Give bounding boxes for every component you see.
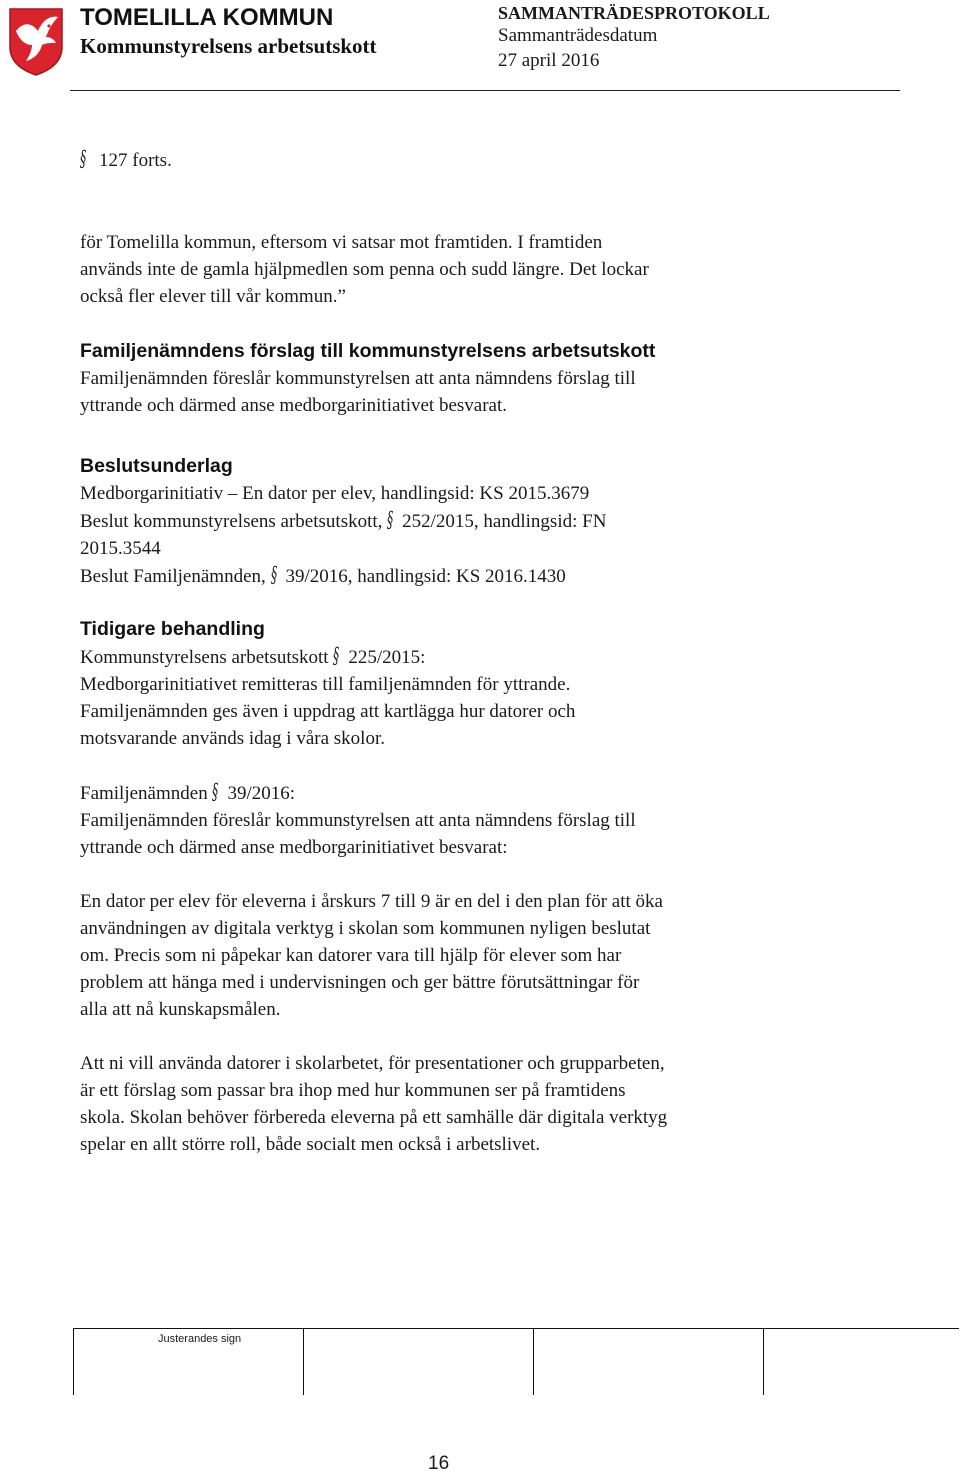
basis-list	[80, 480, 880, 590]
response-paragraph-1	[80, 888, 880, 1023]
text-line: är ett förslag som passar bra ihop med hur kommunen ser på framtidens	[80, 1080, 626, 1101]
text-line: Familjenämnden § 39/2016:	[80, 780, 296, 805]
section-sign-icon: §	[385, 508, 395, 533]
signature-table	[73, 1328, 959, 1395]
text-line: yttrande och därmed anse medborgarinitiativet besvarat:	[80, 837, 508, 858]
document-body	[80, 146, 880, 1158]
meeting-date-label: Sammanträdesdatum	[498, 25, 658, 46]
municipality-logo	[8, 7, 64, 77]
proposal-paragraph	[80, 365, 880, 419]
signature-cell	[303, 1329, 533, 1395]
text-line: motsvarande används idag i våra skolor.	[80, 728, 385, 749]
text-line: för Tomelilla kommun, eftersom vi satsar mot framtiden. I framtiden	[80, 232, 603, 253]
signature-cell	[73, 1329, 303, 1395]
basis-item: Medborgarinitiativ – En dator per elev, handlingsid: KS 2015.3679	[80, 483, 590, 504]
page-number: 16	[428, 1453, 450, 1474]
section-heading	[80, 146, 880, 174]
tomelilla-crest-icon	[8, 7, 64, 77]
text-line: Medborgarinitiativet remitteras till familjenämnden för yttrande.	[80, 674, 571, 695]
family-board-paragraph	[80, 779, 880, 861]
text-line: Familjenämnden föreslår kommunstyrelsen att anta nämndens förslag till	[80, 810, 636, 831]
basis-item: Beslut Familjenämnden, § 39/2016, handlingsid: KS 2016.1430	[80, 563, 566, 588]
text-line: också fler elever till vår kommun.”	[80, 286, 346, 307]
section-sign-icon: §	[78, 147, 88, 172]
text-line: användningen av digitala verktyg i skolan som kommunen nyligen beslutat	[80, 918, 651, 939]
organization-unit: Kommunstyrelsens arbetsutskott	[80, 34, 377, 58]
text-line: alla att nå kunskapsmålen.	[80, 999, 281, 1020]
signature-cell	[763, 1329, 960, 1395]
history-heading: Tidigare behandling	[80, 618, 265, 640]
meeting-date: 27 april 2016	[498, 50, 600, 71]
section-sign-icon: §	[269, 563, 279, 588]
section-sign-icon: §	[210, 780, 220, 805]
text-line: En dator per elev för eleverna i årskurs 7 till 9 är en del i den plan för att öka	[80, 891, 663, 912]
text-line: skola. Skolan behöver förbereda eleverna på ett samhälle där digitala verktyg	[80, 1107, 668, 1128]
text-line: Familjenämnden föreslår kommunstyrelsen att anta nämndens förslag till	[80, 368, 636, 389]
text-line: Kommunstyrelsens arbetsutskott § 225/2015:	[80, 644, 426, 669]
text-line: används inte de gamla hjälpmedlen som penna och sudd längre. Det lockar	[80, 259, 649, 280]
organization-name: TOMELILLA KOMMUN	[80, 4, 334, 31]
basis-heading: Beslutsunderlag	[80, 455, 233, 477]
text-line: yttrande och därmed anse medborgarinitiativet besvarat.	[80, 395, 507, 416]
section-number: 127 forts.	[99, 150, 172, 171]
text-line: Att ni vill använda datorer i skolarbetet, för presentationer och grupparbeten,	[80, 1053, 665, 1074]
header-divider	[70, 90, 900, 91]
section-sign-icon: §	[331, 644, 341, 669]
proposal-heading: Familjenämndens förslag till kommunstyrelsens arbetsutskott	[80, 340, 656, 362]
text-line: om. Precis som ni påpekar kan datorer vara till hjälp för elever som har	[80, 945, 622, 966]
document-type: SAMMANTRÄDESPROTOKOLL	[498, 3, 770, 23]
intro-paragraph	[80, 229, 880, 310]
history-paragraph	[80, 643, 880, 752]
text-line: problem att hänga med i undervisningen och ger bättre förutsättningar för	[80, 972, 640, 993]
basis-item: Beslut kommunstyrelsens arbetsutskott, § 252/2015, handlingsid: FN	[80, 508, 607, 533]
text-line: Familjenämnden ges även i uppdrag att kartlägga hur datorer och	[80, 701, 576, 722]
response-paragraph-2	[80, 1050, 880, 1158]
signature-label: Justerandes sign	[158, 1333, 242, 1345]
text-line: spelar en allt större roll, både socialt men också i arbetslivet.	[80, 1134, 541, 1155]
basis-item-cont: 2015.3544	[80, 538, 161, 559]
signature-cell	[533, 1329, 763, 1395]
